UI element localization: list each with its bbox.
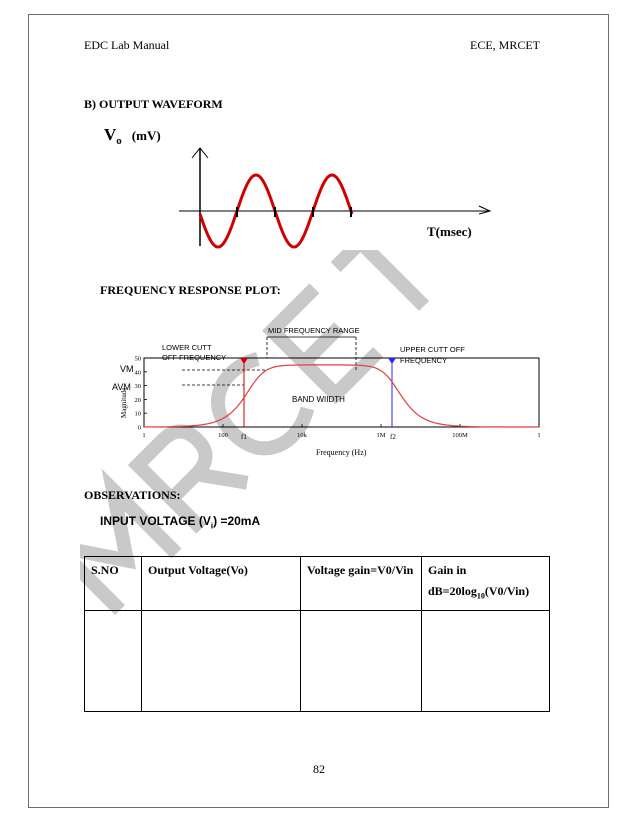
y-tick-label: 30 [134, 383, 141, 391]
header-left: EDC Lab Manual [84, 38, 170, 52]
section-output-waveform-title: B) OUTPUT WAVEFORM [84, 97, 223, 111]
y-tick-label: 50 [134, 355, 141, 363]
table-row [85, 611, 550, 712]
y-tick-label: 20 [134, 396, 141, 404]
lower-cutoff-label-2: OFF FREQUENCY [162, 353, 227, 362]
x-tick-label: 100 [218, 432, 228, 439]
table-header-row [85, 557, 550, 611]
waveform-ticks [237, 207, 351, 217]
header-gain-db: Gain in $dB=20\log_{10}(V0/Vin)$ [422, 557, 550, 611]
input-voltage: INPUT VOLTAGE $(V_i) =20mA$ [100, 514, 261, 531]
waveform-ylabel: $V_o$ $^{(mV)}$ [104, 125, 161, 147]
upper-cutoff-label-2: FREQUENCY [400, 356, 448, 365]
x-tick-label: 1 [537, 432, 541, 439]
x-tick-label: 1M [376, 432, 386, 439]
f1-label: f1 [241, 433, 247, 441]
bandwidth-label: BAND WIIDTH [292, 395, 345, 404]
y-tick-label: 40 [134, 369, 141, 377]
output-waveform [84, 118, 554, 258]
x-tick-label: 100M [452, 432, 468, 439]
x-tick-label: 1 [142, 432, 146, 439]
plot-ylabel: Magnitude [120, 387, 128, 418]
y-tick-label: 10 [134, 410, 141, 418]
observations-table [84, 556, 550, 712]
mid-frequency-label: MID FREQUENCY RANGE [268, 326, 360, 335]
vm-label: VM [120, 364, 134, 374]
x-tick-label: 10k [297, 432, 307, 439]
header-output-voltage: Output Voltage(Vo) [142, 557, 301, 611]
avm-label: AVM [112, 382, 131, 392]
header-right: ECE, MRCET [470, 38, 541, 52]
observations-title: OBSERVATIONS: [84, 488, 181, 502]
frequency-response-plot [84, 318, 554, 463]
header-sno: S.NO [85, 557, 142, 611]
header-voltage-gain: Voltage gain=V0/Vin [301, 557, 422, 611]
waveform-xlabel: T(msec) [427, 224, 472, 239]
f2-label: f2 [390, 433, 396, 441]
page-number: 82 [313, 762, 325, 776]
plot-xlabel: Frequency (Hz) [316, 448, 367, 457]
upper-cutoff-label-1: UPPER CUTT OFF [400, 345, 465, 354]
y-tick-label: 0 [137, 424, 141, 432]
frequency-response-title: FREQUENCY RESPONSE PLOT: [100, 283, 281, 297]
lower-cutoff-label-1: LOWER CUTT [162, 343, 212, 352]
